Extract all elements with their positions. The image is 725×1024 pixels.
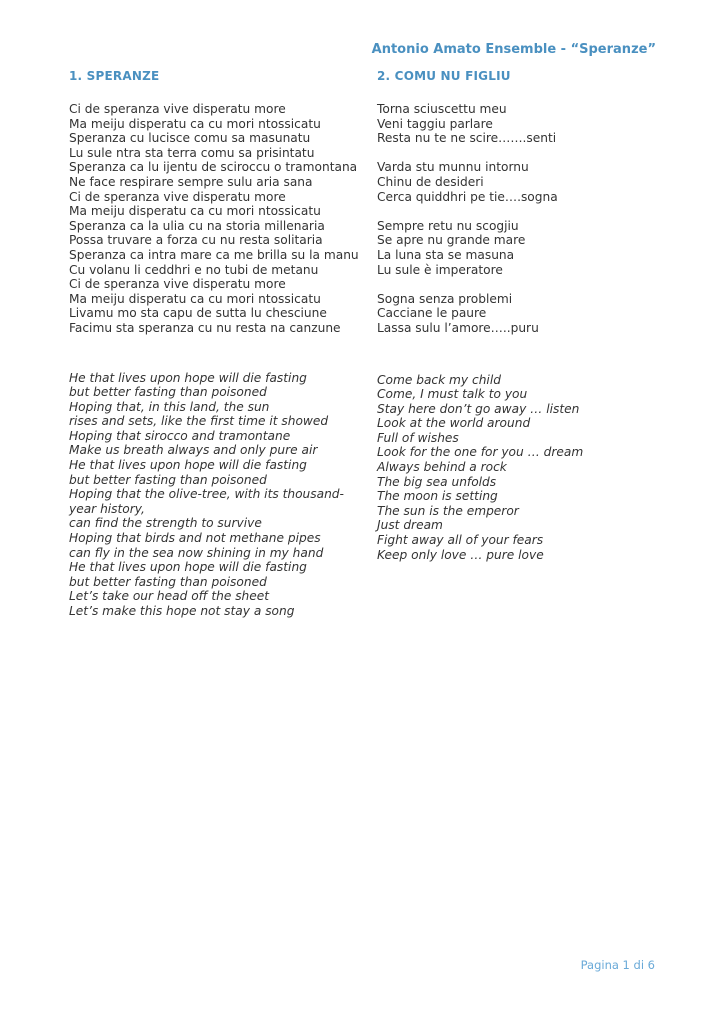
lyric-line: Hoping that, in this land, the sun	[69, 399, 270, 414]
song-2-original-lyrics	[377, 102, 667, 336]
lyric-line: Cacciane le paure	[377, 306, 487, 321]
lyric-line: Cerca quiddhri pe tie….sogna	[377, 189, 558, 204]
song-2-translation-lyrics	[377, 373, 667, 563]
lyric-line: Lu sule è imperatore	[377, 262, 503, 277]
lyric-line: Varda stu munnu intornu	[377, 160, 529, 175]
stanza	[377, 160, 667, 204]
lyric-line: Lu sule ntra sta terra comu sa prisintatu	[69, 145, 315, 160]
lyric-line: Stay here don’t go away … listen	[377, 401, 580, 416]
lyric-line: Always behind a rock	[377, 460, 507, 475]
lyric-line: Ma meiju disperatu ca cu mori ntossicatu	[69, 204, 321, 219]
lyric-line: Ma meiju disperatu ca cu mori ntossicatu	[69, 291, 321, 306]
lyric-line: Full of wishes	[377, 430, 459, 445]
lyric-line: Ci de speranza vive disperatu more	[69, 277, 286, 292]
lyric-line: Keep only love … pure love	[377, 547, 544, 562]
lyric-line: Torna sciuscettu meu	[377, 102, 507, 116]
lyric-line: rises and sets, like the first time it showed	[69, 414, 329, 429]
stanza	[69, 102, 359, 336]
lyric-line: but better fasting than poisoned	[69, 574, 267, 589]
song-2-title: 2. COMU NU FIGLIU	[377, 69, 511, 83]
lyric-line: Cu volanu li ceddhri e no tubi de metanu	[69, 262, 319, 277]
lyric-line: The big sea unfolds	[377, 474, 497, 489]
lyric-line: Hoping that sirocco and tramontane	[69, 428, 291, 443]
lyric-line: Let’s take our head off the sheet	[69, 589, 270, 604]
lyric-line: Speranza ca lu ijentu de sciroccu o tramontana	[69, 160, 358, 175]
lyric-line: The sun is the emperor	[377, 503, 519, 518]
lyric-line: Lassa sulu l’amore…..puru	[377, 320, 539, 335]
lyric-line: Sogna senza problemi	[377, 291, 513, 306]
lyric-line: He that lives upon hope will die fasting	[69, 458, 307, 473]
lyric-line: Come, I must talk to you	[377, 387, 528, 402]
song-1-original-lyrics	[69, 102, 359, 336]
lyric-line: Ma meiju disperatu ca cu mori ntossicatu	[69, 116, 321, 131]
song-2-column	[377, 66, 667, 562]
lyric-line: La luna sta se masuna	[377, 247, 515, 262]
lyric-line: Chinu de desideri	[377, 174, 484, 189]
document-header: Antonio Amato Ensemble - “Speranze”	[371, 42, 656, 57]
lyric-line: Let’s make this hope not stay a song	[69, 604, 295, 618]
stanza	[377, 219, 667, 277]
song-1-column	[69, 66, 359, 619]
lyric-line: Fight away all of your fears	[377, 533, 544, 548]
lyric-line: Resta nu te ne scire…….senti	[377, 131, 557, 146]
lyric-line: He that lives upon hope will die fasting	[69, 370, 307, 385]
stanza	[377, 102, 667, 146]
song-1-translation-lyrics	[69, 371, 359, 619]
page-number: Pagina 1 di 6	[580, 958, 655, 972]
lyric-line: Livamu mo sta capu de sutta lu chesciune	[69, 306, 327, 321]
lyric-line: Hoping that birds and not methane pipes	[69, 531, 321, 546]
lyric-line: Just dream	[377, 518, 443, 533]
lyric-line: Come back my child	[377, 372, 501, 387]
lyric-line: Se apre nu grande mare	[377, 233, 526, 248]
song-1-title: 1. SPERANZE	[69, 69, 160, 83]
lyric-line: Ne face respirare sempre sulu aria sana	[69, 174, 313, 189]
lyric-line: Ci de speranza vive disperatu more	[69, 189, 286, 204]
lyric-line: but better fasting than poisoned	[69, 385, 267, 400]
lyric-line: Look for the one for you … dream	[377, 445, 584, 460]
lyric-line: can find the strength to survive	[69, 516, 262, 531]
lyric-line: Make us breath always and only pure air	[69, 443, 318, 458]
lyric-line: Hoping that the olive-tree, with its thousand-year history,	[69, 487, 344, 516]
lyric-line: Sempre retu nu scogjiu	[377, 218, 519, 233]
lyric-line: Speranza ca la ulia cu na storia millenaria	[69, 218, 325, 233]
lyric-line: Look at the world around	[377, 416, 531, 431]
lyric-line: can fly in the sea now shining in my hand	[69, 545, 324, 560]
lyric-line: Veni taggiu parlare	[377, 116, 493, 131]
stanza	[69, 371, 359, 619]
stanza	[377, 292, 667, 336]
lyric-line: The moon is setting	[377, 489, 498, 504]
lyric-line: Speranza cu lucisce comu sa masunatu	[69, 131, 311, 146]
lyric-line: Facimu sta speranza cu nu resta na canzune	[69, 320, 341, 335]
stanza	[377, 373, 667, 563]
lyric-line: Possa truvare a forza cu nu resta solitaria	[69, 233, 323, 248]
lyric-line: but better fasting than poisoned	[69, 472, 267, 487]
lyric-line: He that lives upon hope will die fasting	[69, 560, 307, 575]
lyric-line: Speranza ca intra mare ca me brilla su la manu	[69, 247, 359, 262]
lyric-line: Ci de speranza vive disperatu more	[69, 102, 286, 116]
